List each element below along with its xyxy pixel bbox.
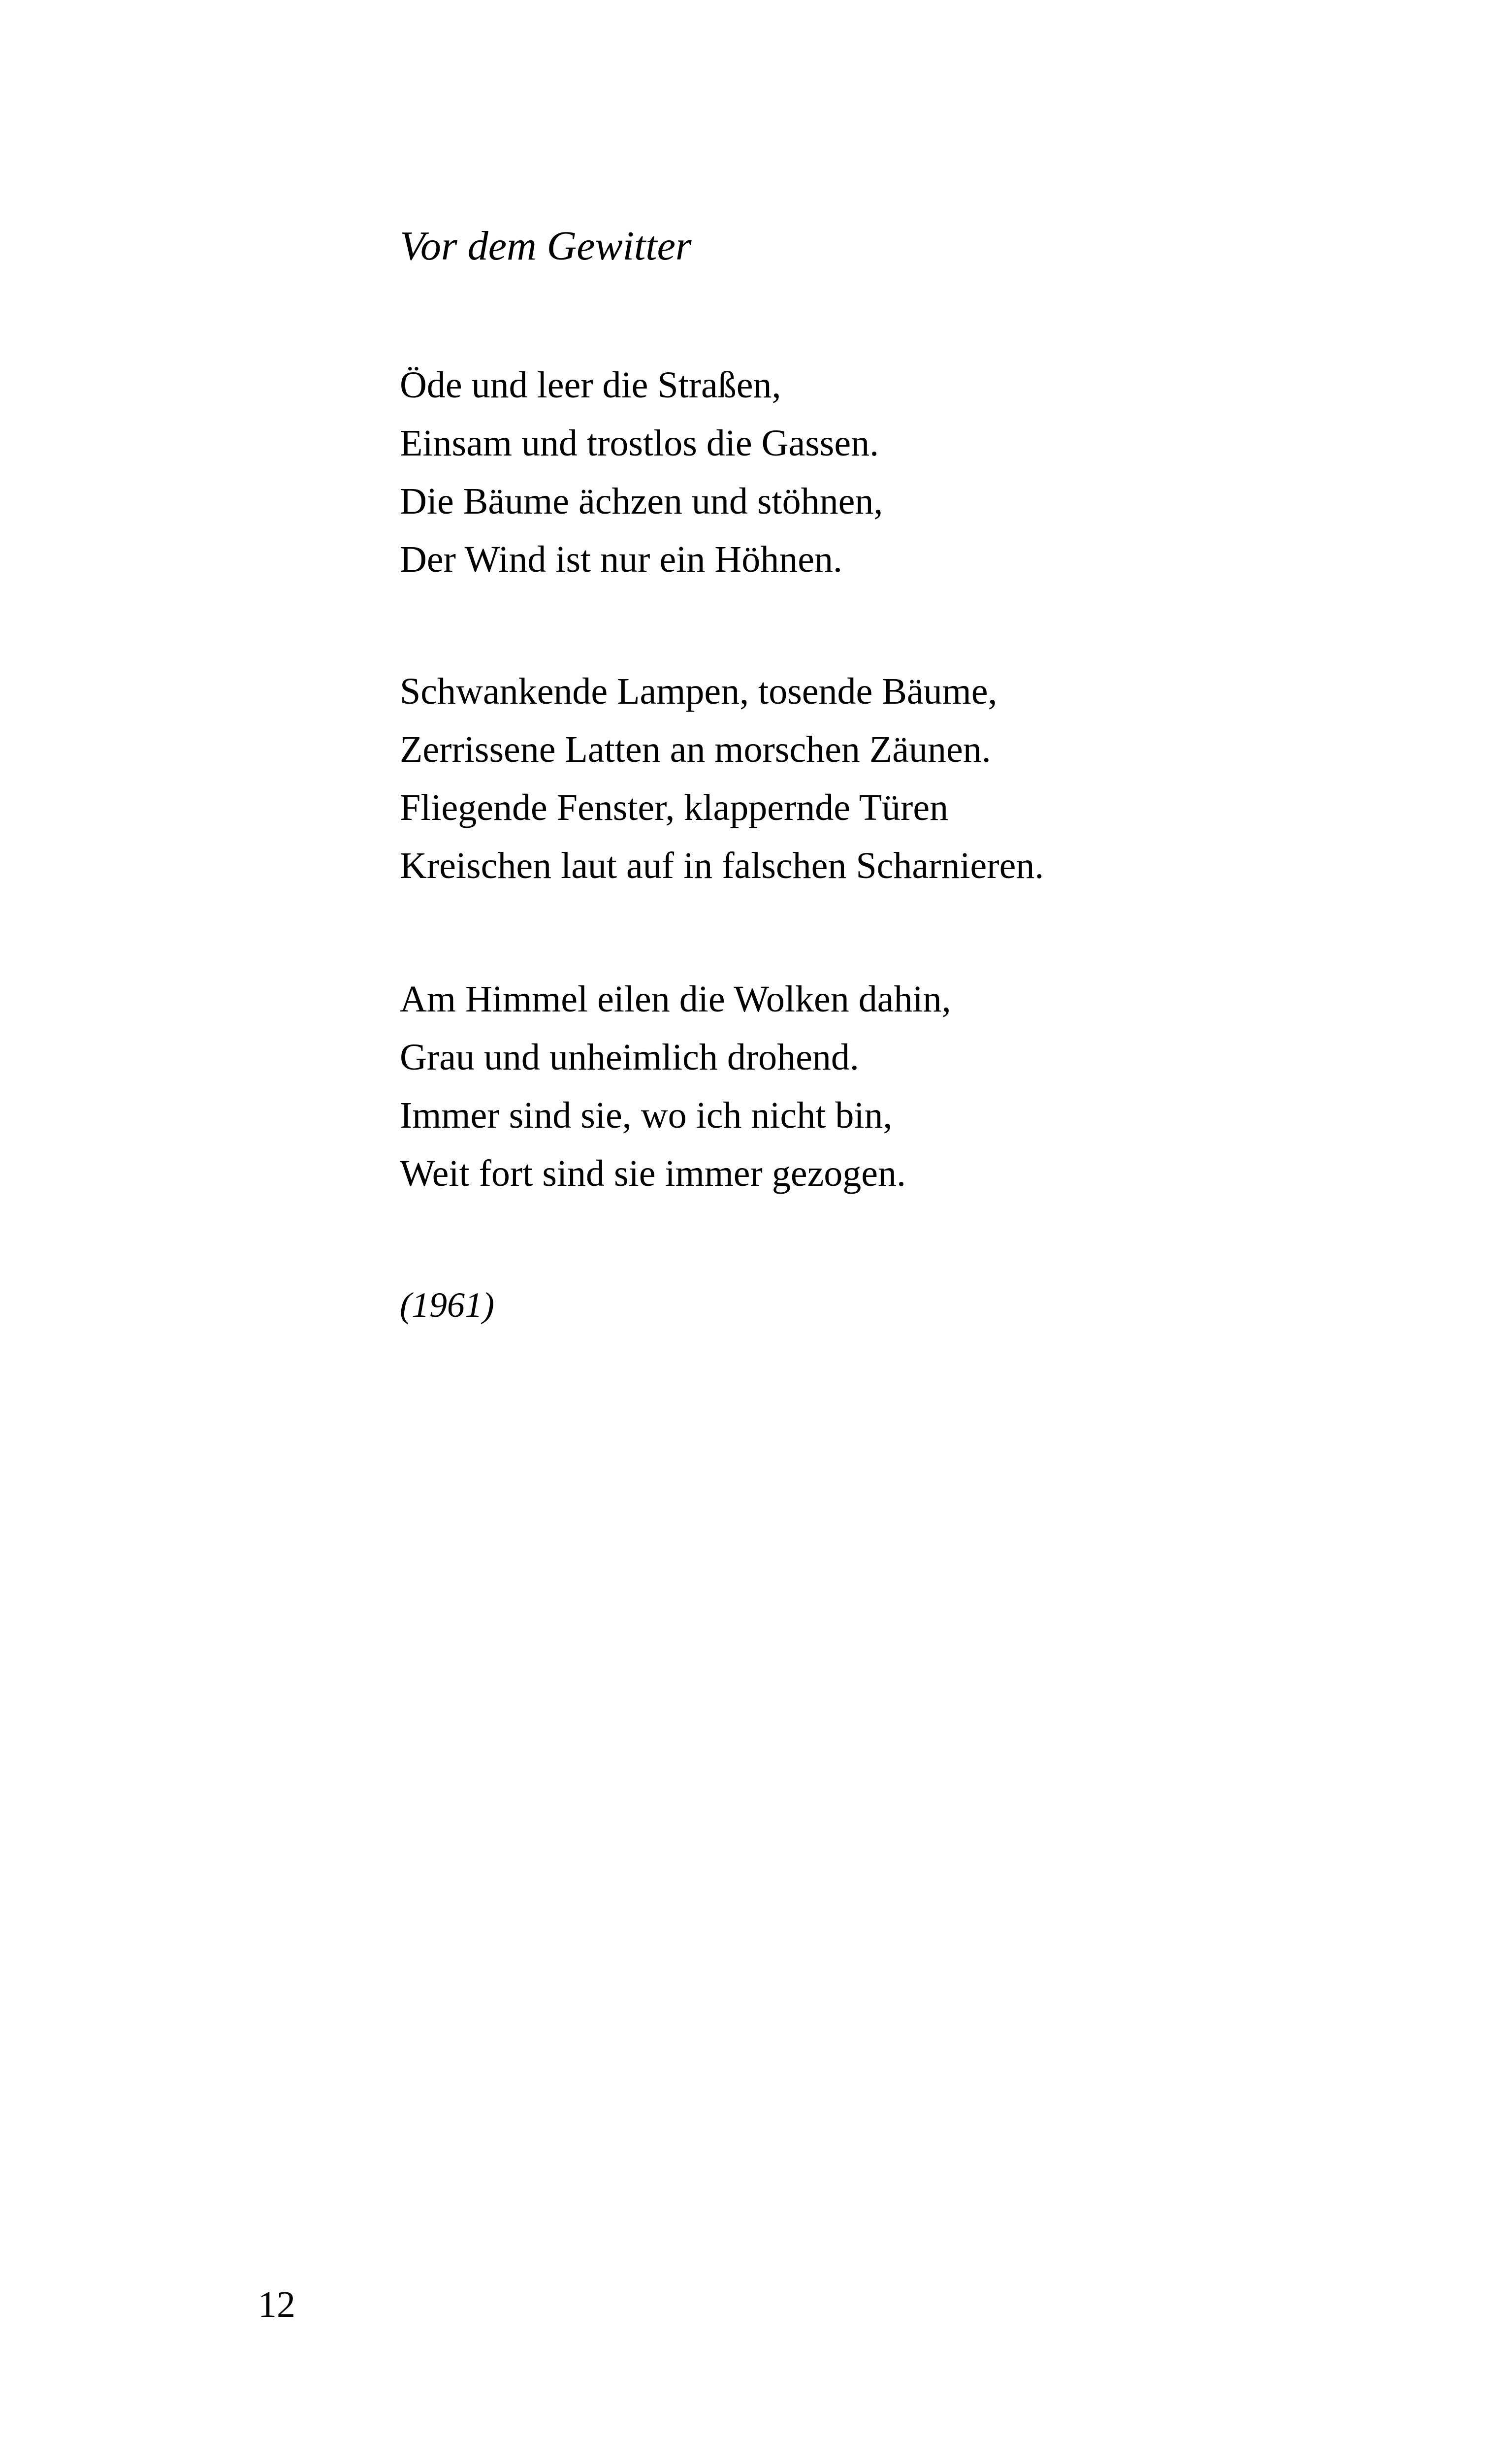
verse-line: Einsam und trostlos die Gassen.	[400, 423, 879, 464]
verse-line: Zerrissene Latten an morschen Zäunen.	[400, 729, 991, 770]
verse-line: Öde und leer die Straßen,	[400, 364, 781, 406]
verse-line: Der Wind ist nur ein Höhnen.	[400, 539, 842, 580]
verse-line: Am Himmel eilen die Wolken dahin,	[400, 978, 951, 1020]
stanza-3	[400, 970, 951, 1203]
verse-line: Die Bäume ächzen und stöhnen,	[400, 481, 883, 522]
verse-line: Kreischen laut auf in falschen Scharnieren.	[400, 845, 1044, 886]
stanza-1	[400, 356, 883, 588]
poem-title: Vor dem Gewitter	[400, 223, 692, 269]
verse-line: Immer sind sie, wo ich nicht bin,	[400, 1095, 893, 1136]
stanza-2	[400, 662, 1044, 895]
verse-line: Schwankende Lampen, tosende Bäume,	[400, 671, 997, 712]
verse-line: Grau und unheimlich drohend.	[400, 1037, 859, 1078]
page-number: 12	[258, 2284, 295, 2325]
verse-line: Weit fort sind sie immer gezogen.	[400, 1153, 906, 1194]
poem-date: (1961)	[400, 1285, 494, 1325]
verse-line: Fliegende Fenster, klappernde Türen	[400, 787, 949, 828]
